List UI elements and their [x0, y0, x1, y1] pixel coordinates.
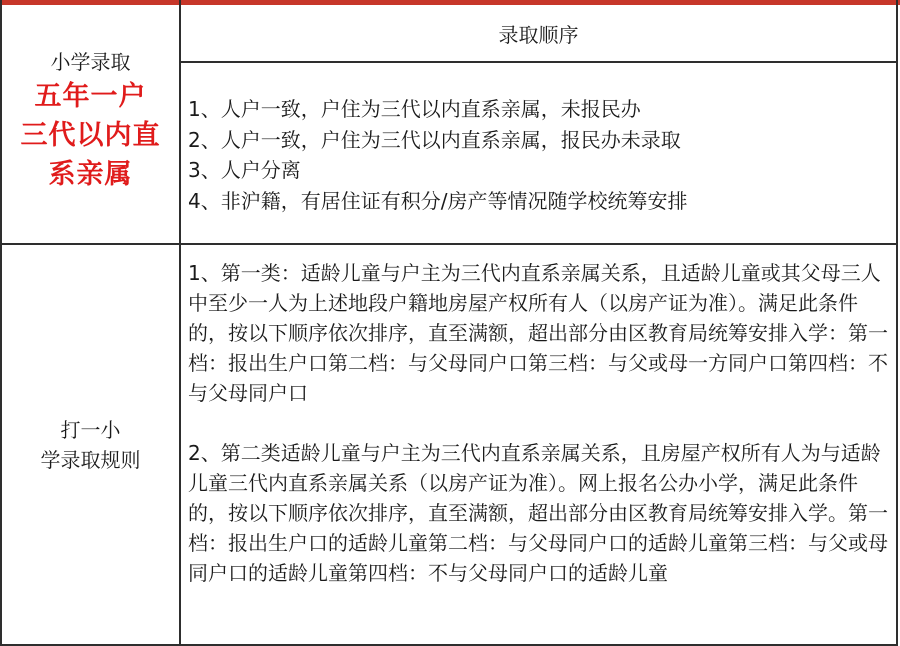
rule-category-2: 2、第二类适龄儿童与户主为三代内直系亲属关系，且房屋产权所有人为与适龄儿童三代内直系亲属关系（以房产证为准）。网上报名公办小学，满足此条件的，按以下顺序依次排序，直至满额，超出部分由区教育局统筹安排入学。第一档：报出生户口的适龄儿童第二档：与父母同户口的适龄儿童第三档：与父或母同户口的适龄儿童第四档：不与父母同户口的适龄儿童: [188, 441, 888, 585]
highlight-line-3: 系亲属: [48, 158, 133, 190]
order-header-title: 录取顺序: [498, 22, 579, 47]
table-border-right: [896, 0, 898, 646]
rules-label-cell: [2, 245, 179, 644]
order-list: [188, 94, 888, 216]
order-item: 2、人户一致，户住为三代以内直系亲属，报民办未录取: [188, 127, 681, 152]
column-divider: [179, 0, 181, 646]
order-item: 4、非沪籍，有居住证有积分/房产等情况随学校统筹安排: [188, 188, 688, 213]
order-item: 3、人户分离: [188, 158, 301, 182]
header-divider: [181, 61, 896, 63]
rules-content-cell: [188, 258, 888, 588]
rule-category-1: 1、第一类：适龄儿童与户主为三代内直系亲属关系，且适龄儿童或其父母三人中至少一人为上述地段户籍地房屋产权所有人（以房产证为准）。满足此条件的，按以下顺序依次排序，直至满额，超出部分由区教育局统筹安排入学：第一档：报出生户口第二档：与父母同户口第三档：与父或母一方同户口第四档：不与父母同户口: [188, 261, 888, 405]
highlight-line-2: 三代以内直: [20, 119, 161, 151]
order-item: 1、人户一致，户住为三代以内直系亲属，未报民办: [188, 97, 641, 121]
order-header-cell: [181, 5, 896, 61]
order-list-cell: [188, 94, 888, 216]
admission-label-cell: [2, 40, 179, 200]
rules-label-line-1: 打一小: [60, 417, 121, 442]
highlight-line-1: 五年一户: [34, 80, 147, 112]
primary-admission-label: 小学录取: [50, 49, 131, 74]
rules-label-line-2: 学录取规则: [40, 447, 141, 472]
